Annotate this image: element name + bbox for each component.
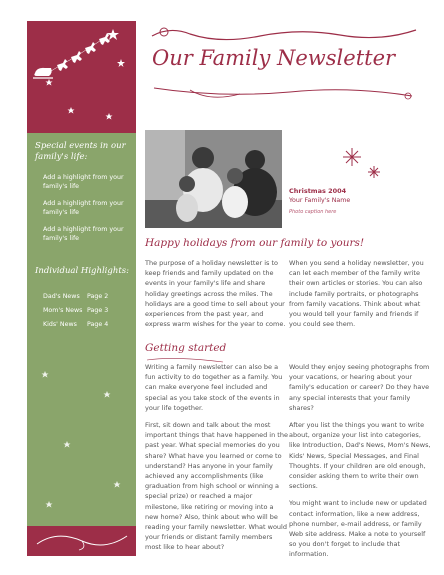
star-decorations	[27, 351, 136, 521]
paragraph: After you list the things you want to write about, organize your list into categories, like Introduction, Dad's News, Mom's News, Kids' News, Special Messages, and Final Thoughts. If your children are old enough, consider asking them to write their own sections.	[289, 421, 431, 491]
section2-column-right	[289, 362, 432, 567]
section1-column-right	[289, 258, 432, 336]
family-photo-image	[145, 130, 282, 228]
special-events-heading: Special events in our family's life:	[35, 141, 126, 162]
paragraph: Writing a family newsletter can also be a fun activity to do together as a family. You can make everyone feel included and special as you take stock of the events in your life together.	[145, 363, 283, 412]
paragraph: When you send a holiday newsletter, you can let each member of the family write their own articles or stories. You can also include family portraits, or photographs from family vacations. Think about what you would tell your family and friends if you could see them.	[289, 259, 424, 329]
sidebar-header-panel	[27, 21, 136, 133]
swirl-ornament	[27, 526, 136, 556]
sidebar	[27, 21, 136, 556]
section-heading-getting-started: Getting started	[145, 342, 227, 354]
reindeer-sleigh-illustration	[27, 21, 136, 133]
snowflake-decorations	[330, 140, 390, 190]
index-name: Mom's News	[43, 307, 83, 314]
highlight-item: Add a highlight from your family's life	[43, 174, 124, 190]
highlight-item: Add a highlight from your family's life	[43, 226, 124, 242]
index-row[interactable]	[43, 293, 129, 300]
bottom-swirl-ornament	[150, 76, 420, 104]
caption-family-name: Your Family's Name	[289, 197, 351, 204]
section2-column-left	[145, 362, 288, 560]
caption-title: Christmas 2004	[289, 187, 347, 195]
top-swirl-ornament	[150, 24, 420, 48]
family-photo	[145, 130, 282, 228]
index-row[interactable]	[43, 321, 129, 328]
paragraph: You might want to include new or updated contact information, like a new address, phone number, e-mail address, or family Web site address. Make a note to yourself so you don't forget to include that information.	[289, 499, 427, 559]
sidebar-footer-panel	[27, 526, 136, 556]
paragraph: The purpose of a holiday newsletter is to keep friends and family updated on the events in your family's life and share holiday greetings across the miles. The holidays are a good time to sell about your experiences from the past year, and express warm wishes for the year to come.	[145, 259, 286, 329]
highlight-item: Add a highlight from your family's life	[43, 200, 124, 216]
index-name: Kids' News	[43, 321, 77, 328]
index-page: Page 2	[87, 293, 109, 300]
individual-highlights-heading: Individual Highlights:	[35, 266, 129, 276]
index-page: Page 3	[87, 307, 109, 314]
caption-note: Photo caption here	[289, 209, 337, 215]
section-heading-holidays: Happy holidays from our family to yours!	[145, 237, 365, 249]
newsletter-title: Our Family Newsletter	[152, 46, 396, 70]
index-row[interactable]	[43, 307, 129, 314]
paragraph: First, sit down and talk about the most important things that have happened in the past year. What special memories do you share? What have you learned or come to understand? Has anyone in your family achieved any accomplishments (like graduation from high school or winning a special prize) or reached a major milestone, like retiring or moving into a new home? Also, think about who will be reading your family newsletter. What would your friends or distant family members most like to hear about?	[145, 421, 288, 552]
section1-column-left	[145, 258, 288, 336]
paragraph: Would they enjoy seeing photographs from your vacations, or hearing about your family's education or career? Do they have any special interests that your family shares?	[289, 363, 430, 412]
index-name: Dad's News	[43, 293, 80, 300]
index-page: Page 4	[87, 321, 109, 328]
